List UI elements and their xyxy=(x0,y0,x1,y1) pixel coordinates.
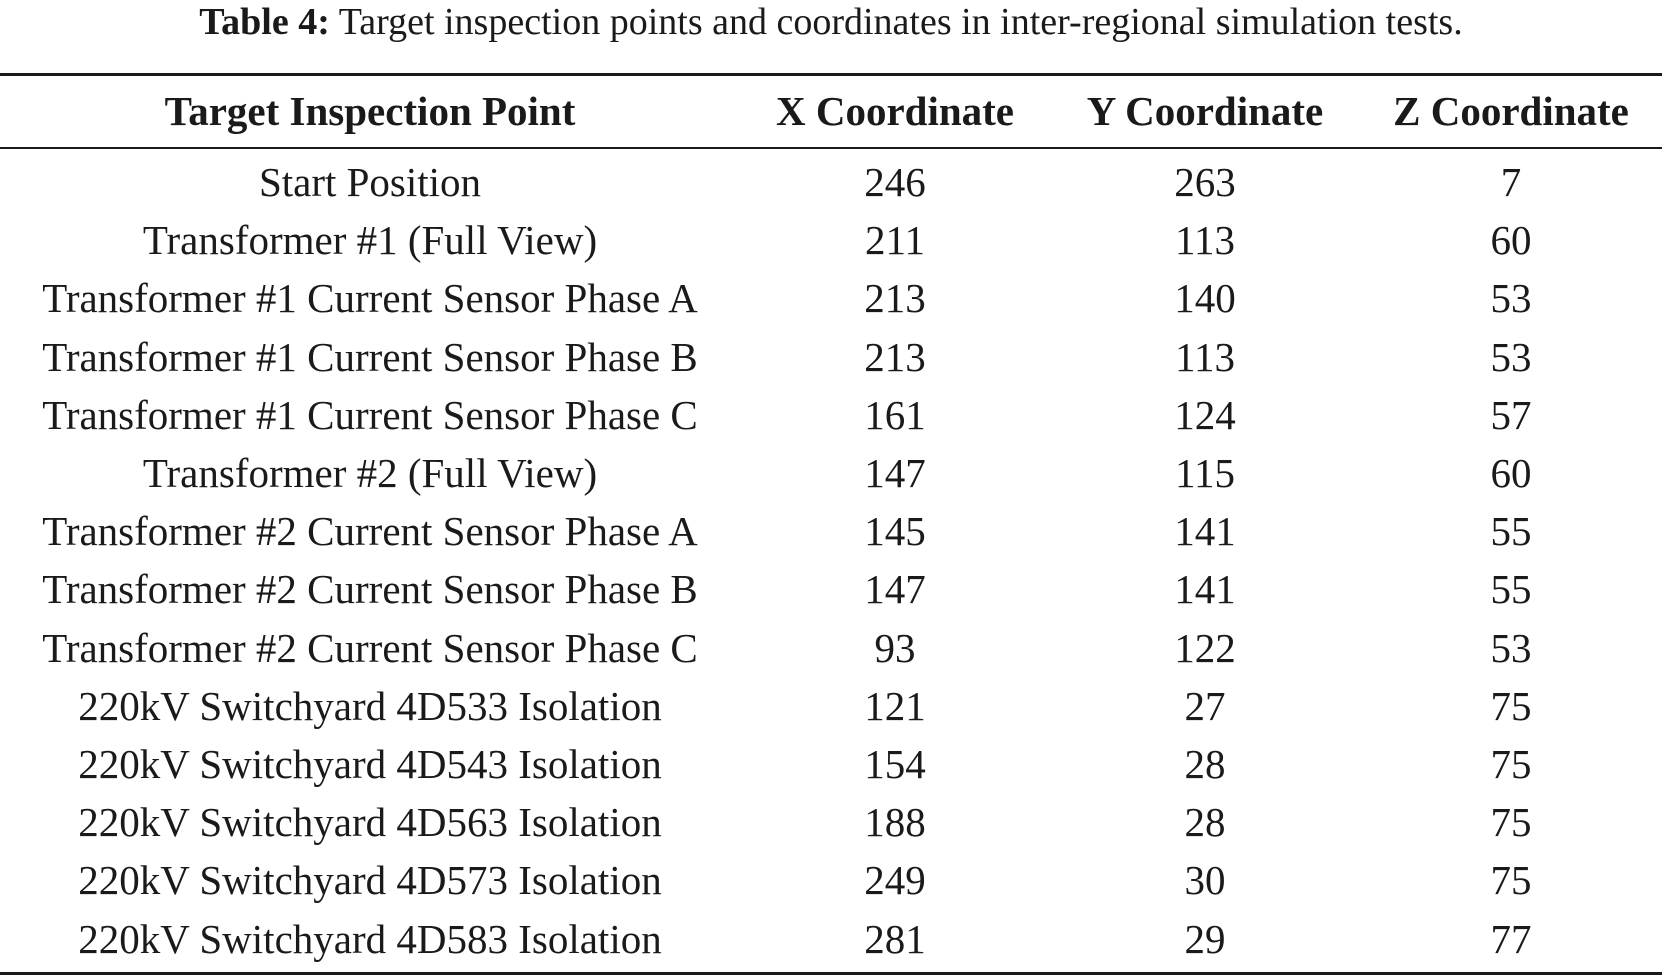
cell-z: 53 xyxy=(1490,333,1532,380)
cell-point: 220kV Switchyard 4D583 Isolation xyxy=(78,915,662,962)
cell-z: 60 xyxy=(1490,217,1532,264)
cell-point: 220kV Switchyard 4D543 Isolation xyxy=(78,740,662,787)
table-caption xyxy=(0,0,1662,44)
cell-point: Transformer #1 (Full View) xyxy=(142,217,598,264)
table-row xyxy=(0,444,1662,502)
cell-point: Transformer #2 Current Sensor Phase B xyxy=(42,566,698,613)
cell-point: Transformer #2 Current Sensor Phase A xyxy=(42,508,698,555)
cell-point: 220kV Switchyard 4D573 Isolation xyxy=(78,857,662,904)
coordinates-table xyxy=(0,76,1662,968)
cell-z: 55 xyxy=(1490,508,1532,555)
cell-z: 75 xyxy=(1490,740,1532,787)
cell-point: Transformer #2 (Full View) xyxy=(142,450,598,497)
cell-z: 75 xyxy=(1490,799,1532,846)
cell-x: 147 xyxy=(864,566,926,613)
cell-z: 75 xyxy=(1490,857,1532,904)
caption-text: Target inspection points and coordinates in inter-regional simulation tests. xyxy=(338,1,1463,43)
table-row xyxy=(0,386,1662,444)
cell-y: 113 xyxy=(1175,333,1235,380)
cell-z: 53 xyxy=(1490,275,1532,322)
table-row xyxy=(0,560,1662,618)
cell-x: 213 xyxy=(864,275,926,322)
table-row xyxy=(0,677,1662,735)
cell-z: 55 xyxy=(1490,566,1532,613)
cell-x: 246 xyxy=(864,159,926,206)
cell-y: 30 xyxy=(1184,857,1226,904)
table-row xyxy=(0,147,1662,211)
cell-x: 213 xyxy=(864,333,926,380)
cell-y: 124 xyxy=(1174,391,1236,438)
cell-y: 141 xyxy=(1174,566,1236,613)
cell-z: 7 xyxy=(1500,159,1522,206)
cell-x: 188 xyxy=(864,799,926,846)
cell-x: 154 xyxy=(864,740,926,787)
cell-point: Transformer #1 Current Sensor Phase C xyxy=(42,391,698,438)
caption-label: Table 4: xyxy=(199,1,330,43)
table-row xyxy=(0,502,1662,560)
cell-point: Start Position xyxy=(258,159,482,206)
cell-point: 220kV Switchyard 4D563 Isolation xyxy=(78,799,662,846)
cell-point: 220kV Switchyard 4D533 Isolation xyxy=(78,682,662,729)
cell-point: Transformer #1 Current Sensor Phase A xyxy=(42,275,698,322)
table-row xyxy=(0,735,1662,793)
cell-x: 249 xyxy=(864,857,926,904)
cell-point: Transformer #2 Current Sensor Phase C xyxy=(42,624,698,671)
cell-x: 211 xyxy=(865,217,925,264)
header-x-coordinate: X Coordinate xyxy=(775,88,1014,134)
table-row xyxy=(0,909,1662,967)
cell-y: 141 xyxy=(1174,508,1236,555)
table-row xyxy=(0,269,1662,327)
cell-y: 29 xyxy=(1184,915,1226,962)
cell-x: 161 xyxy=(864,391,926,438)
cell-y: 140 xyxy=(1174,275,1236,322)
header-row xyxy=(0,76,1662,147)
header-target-inspection-point: Target Inspection Point xyxy=(164,88,576,134)
table-row xyxy=(0,619,1662,677)
cell-y: 27 xyxy=(1184,682,1226,729)
cell-y: 28 xyxy=(1184,799,1226,846)
cell-z: 57 xyxy=(1490,391,1532,438)
cell-y: 263 xyxy=(1174,159,1236,206)
cell-x: 145 xyxy=(864,508,926,555)
cell-x: 281 xyxy=(864,915,926,962)
table-row xyxy=(0,211,1662,269)
cell-z: 53 xyxy=(1490,624,1532,671)
cell-x: 93 xyxy=(874,624,916,671)
header-y-coordinate: Y Coordinate xyxy=(1086,88,1324,134)
cell-z: 77 xyxy=(1490,915,1532,962)
table-row xyxy=(0,793,1662,851)
cell-y: 115 xyxy=(1175,450,1235,497)
cell-point: Transformer #1 Current Sensor Phase B xyxy=(42,333,698,380)
cell-x: 121 xyxy=(864,682,926,729)
cell-y: 28 xyxy=(1184,740,1226,787)
cell-z: 60 xyxy=(1490,450,1532,497)
header-z-coordinate: Z Coordinate xyxy=(1393,88,1629,134)
cell-y: 122 xyxy=(1174,624,1236,671)
table-row xyxy=(0,328,1662,386)
table-row xyxy=(0,851,1662,909)
bottom-rule xyxy=(0,972,1662,975)
cell-x: 147 xyxy=(864,450,926,497)
cell-y: 113 xyxy=(1175,217,1235,264)
cell-z: 75 xyxy=(1490,682,1532,729)
